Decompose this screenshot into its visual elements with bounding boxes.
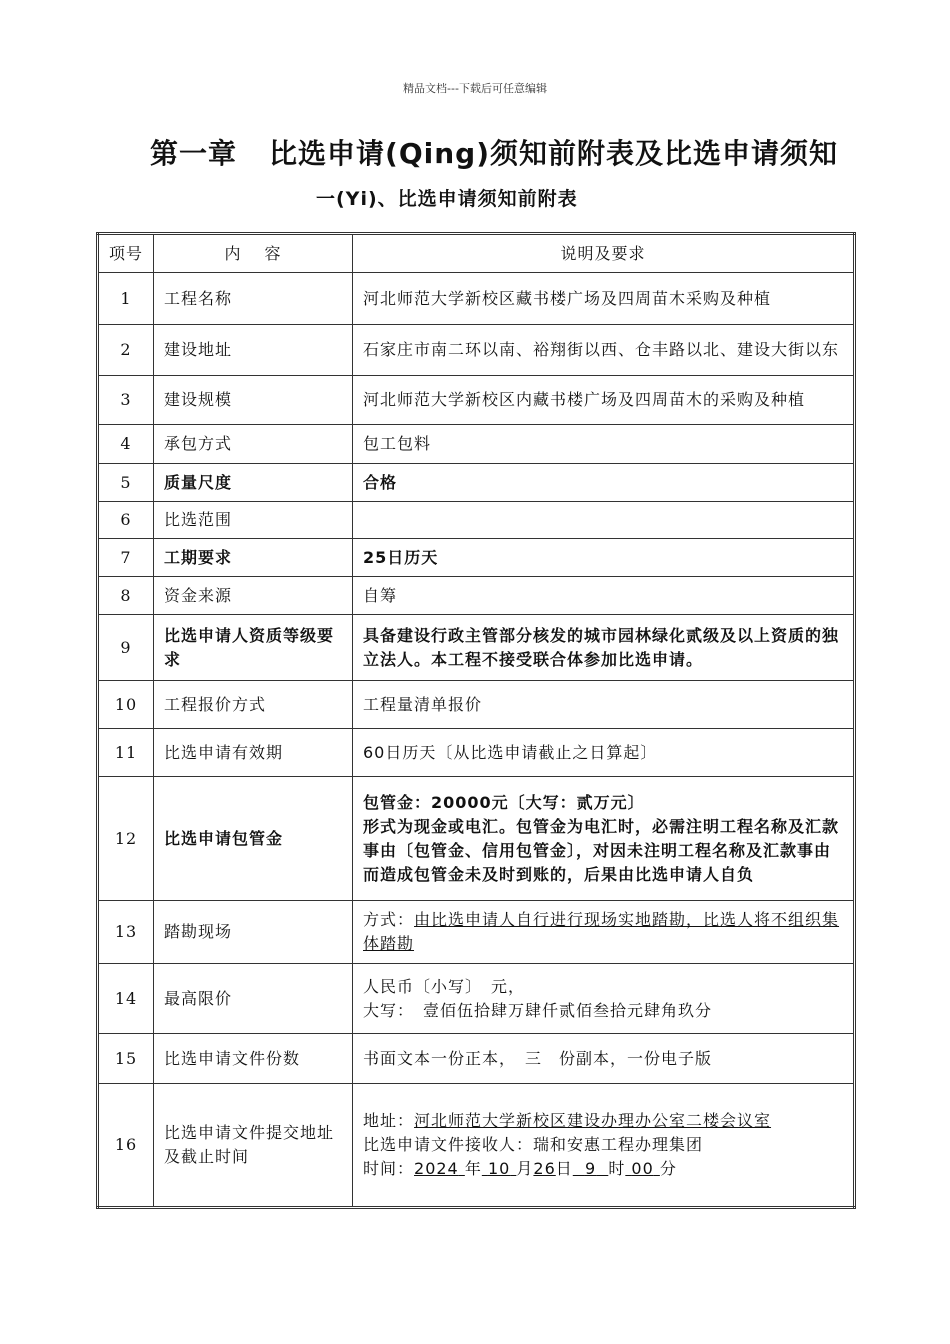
header-no: 项号 (98, 234, 154, 273)
row-no: 16 (98, 1084, 154, 1208)
deadline-hour: 9 (584, 1159, 597, 1178)
row-no: 3 (98, 376, 154, 425)
row-desc: 包工包料 (353, 425, 855, 464)
row-no: 12 (98, 777, 154, 901)
row-item: 资金来源 (154, 577, 353, 615)
row-item: 建设规模 (154, 376, 353, 425)
chapter-name: 比选申请(Qing)须知前附表及比选申请须知 (269, 137, 838, 170)
row-item: 质量尺度 (154, 464, 353, 502)
row-desc: 河北师范大学新校区藏书楼广场及四周苗木采购及种植 (353, 273, 855, 325)
table-row (98, 964, 855, 1034)
row-desc: 书面文本一份正本， 三 份副本，一份电子版 (353, 1034, 855, 1084)
row-desc: 合格 (353, 464, 855, 502)
table-row (98, 777, 855, 901)
day-unit: 日 (555, 1159, 573, 1178)
time-label: 时间： (363, 1159, 415, 1178)
price-uppercase: 大写： 壹佰伍拾肆万肆仟贰佰叁拾元肆角玖分 (363, 1000, 713, 1020)
header-content: 内 容 (154, 234, 353, 273)
chapter-number: 第一章 (150, 137, 238, 170)
row-no: 15 (98, 1034, 154, 1084)
row-no: 1 (98, 273, 154, 325)
table-row (98, 325, 855, 376)
row-desc: 具备建设行政主管部分核发的城市园林绿化贰级及以上资质的独立法人。本工程不接受联合体参加比选申请。 (353, 615, 855, 681)
survey-method-value: 由比选申请人自行进行现场实地踏勘，比选人将不组织集体踏勘 (363, 910, 840, 953)
header-desc: 说明及要求 (353, 234, 855, 273)
row-desc: 河北师范大学新校区内藏书楼广场及四周苗木的采购及种植 (353, 376, 855, 425)
row-item: 工程名称 (154, 273, 353, 325)
row-item: 比选申请包管金 (154, 777, 353, 901)
address-label: 地址： (363, 1111, 415, 1130)
table-header-row (98, 234, 855, 273)
table-row (98, 1034, 855, 1084)
deposit-terms: 形式为现金或电汇。包管金为电汇时，必需注明工程名称及汇款事由〔包管金、信用包管金〕，对因未注明工程名称及汇款事由而造成包管金未及时到账的，后果由比选申请人自负 (363, 816, 840, 884)
survey-method-label: 方式： (363, 910, 415, 929)
row-no: 9 (98, 615, 154, 681)
deadline-year: 2024 (414, 1159, 459, 1178)
row-desc: 石家庄市南二环以南、裕翔街以西、仓丰路以北、建设大街以东 (353, 325, 855, 376)
row-no: 4 (98, 425, 154, 464)
table-row (98, 464, 855, 502)
table-row (98, 425, 855, 464)
watermark-text: 精品文档---下载后可任意编辑 (403, 82, 547, 95)
row-desc (353, 1084, 855, 1208)
deposit-amount: 包管金：20000元〔大写：贰万元〕 (363, 792, 645, 812)
row-no: 5 (98, 464, 154, 502)
row-item: 最高限价 (154, 964, 353, 1034)
row-no: 11 (98, 729, 154, 777)
row-desc: 工程量清单报价 (353, 681, 855, 729)
table-row (98, 376, 855, 425)
deadline-month: 10 (487, 1159, 511, 1178)
price-lowercase: 人民币〔小写〕 元， (363, 976, 526, 996)
table-row (98, 901, 855, 964)
row-desc: 自筹 (353, 577, 855, 615)
deadline-day: 26 (533, 1159, 556, 1178)
table-row (98, 1084, 855, 1208)
table-row (98, 502, 855, 539)
row-no: 2 (98, 325, 154, 376)
row-desc (353, 964, 855, 1034)
row-item: 承包方式 (154, 425, 353, 464)
row-no: 13 (98, 901, 154, 964)
table-row (98, 729, 855, 777)
row-desc: 25日历天 (353, 539, 855, 577)
month-unit: 月 (516, 1159, 534, 1178)
row-desc: 60日历天〔从比选申请截止之日算起〕 (353, 729, 855, 777)
row-no: 6 (98, 502, 154, 539)
section-title: 一(Yi)、比选申请须知前附表 (316, 188, 578, 210)
row-no: 8 (98, 577, 154, 615)
row-item: 工程报价方式 (154, 681, 353, 729)
row-item: 踏勘现场 (154, 901, 353, 964)
table-row (98, 681, 855, 729)
deadline-minute: 00 (631, 1159, 654, 1178)
address-value: 河北师范大学新校区建设办理办公室二楼会议室 (414, 1111, 772, 1130)
row-item: 比选申请文件提交地址及截止时间 (154, 1084, 353, 1208)
row-desc (353, 502, 855, 539)
row-desc (353, 777, 855, 901)
table-row (98, 577, 855, 615)
year-unit: 年 (464, 1159, 482, 1178)
row-desc (353, 901, 855, 964)
table-row (98, 273, 855, 325)
chapter-title (150, 132, 890, 172)
row-item: 比选范围 (154, 502, 353, 539)
row-item: 比选申请文件份数 (154, 1034, 353, 1084)
row-item: 建设地址 (154, 325, 353, 376)
row-no: 14 (98, 964, 154, 1034)
table-row (98, 539, 855, 577)
minute-unit: 分 (659, 1159, 677, 1178)
row-item: 比选申请有效期 (154, 729, 353, 777)
table-row (98, 615, 855, 681)
submission-address (363, 1109, 843, 1133)
submission-receiver: 比选申请文件接收人：瑞和安惠工程办理集团 (363, 1135, 704, 1154)
row-no: 7 (98, 539, 154, 577)
row-item: 比选申请人资质等级要求 (154, 615, 353, 681)
submission-deadline (363, 1157, 843, 1181)
row-item: 工期要求 (154, 539, 353, 577)
hour-unit: 时 (608, 1159, 626, 1178)
row-no: 10 (98, 681, 154, 729)
requirements-table (96, 232, 856, 1209)
